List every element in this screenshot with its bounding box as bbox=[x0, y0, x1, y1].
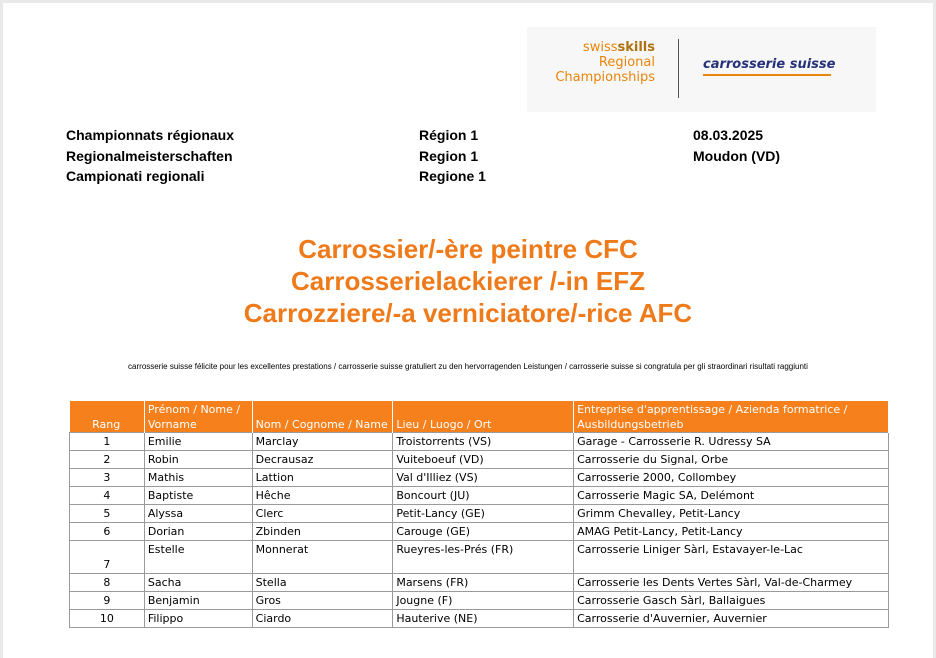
carrosserie-suisse-logo bbox=[703, 57, 835, 72]
cell-company: Carrosserie Liniger Sàrl, Estavayer-le-Lac bbox=[574, 541, 889, 574]
table-row bbox=[70, 451, 889, 469]
title-fr: Carrossier/-ère peintre CFC bbox=[298, 234, 638, 264]
swissskills-championships: Championships bbox=[555, 70, 655, 85]
cell-rank: 5 bbox=[70, 505, 145, 523]
cell-company: Carrosserie Gasch Sàrl, Ballaigues bbox=[574, 592, 889, 610]
table-row bbox=[70, 541, 889, 574]
header-event-names bbox=[66, 125, 234, 187]
table-row bbox=[70, 610, 889, 628]
results-table bbox=[69, 401, 889, 628]
swissskills-logo bbox=[555, 40, 655, 85]
congratulations-note: carrosserie suisse félicite pour les excellentes prestations / carrosserie suisse gratuliert zu den hervorragenden Leistungen / carrosserie suisse si congratula per gli straordinari risultati raggiunti bbox=[128, 362, 808, 371]
header-date-place bbox=[693, 125, 780, 166]
region-fr: Région 1 bbox=[419, 127, 479, 143]
cell-rank: 1 bbox=[70, 433, 145, 451]
cell-last-name: Lattion bbox=[252, 469, 393, 487]
cell-rank: 2 bbox=[70, 451, 145, 469]
region-it: Regione 1 bbox=[419, 168, 486, 184]
cell-rank: 7 bbox=[70, 541, 145, 574]
cell-company: Carrosserie les Dents Vertes Sàrl, Val-de-Charmey bbox=[574, 574, 889, 592]
event-location: Moudon (VD) bbox=[693, 147, 781, 164]
cell-company: Garage - Carrosserie R. Udressy SA bbox=[574, 433, 889, 451]
table-row bbox=[70, 469, 889, 487]
table-row bbox=[70, 505, 889, 523]
cell-company: Carrosserie Magic SA, Delémont bbox=[574, 487, 889, 505]
table-row bbox=[70, 592, 889, 610]
cell-first-name: Emilie bbox=[144, 433, 252, 451]
cell-place: Rueyres-les-Prés (FR) bbox=[393, 541, 574, 574]
cell-first-name: Filippo bbox=[144, 610, 252, 628]
event-name-de: Regionalmeisterschaften bbox=[66, 147, 233, 164]
cell-place: Hauterive (NE) bbox=[393, 610, 574, 628]
cell-last-name: Zbinden bbox=[252, 523, 393, 541]
table-row bbox=[70, 574, 889, 592]
cell-last-name: Monnerat bbox=[252, 541, 393, 574]
table-row bbox=[70, 523, 889, 541]
table-row bbox=[70, 433, 889, 451]
cell-first-name: Alyssa bbox=[144, 505, 252, 523]
col-header-last-name: Nom / Cognome / Name bbox=[252, 401, 393, 433]
cell-place: Boncourt (JU) bbox=[393, 487, 574, 505]
cell-first-name: Sacha bbox=[144, 574, 252, 592]
event-name-fr: Championnats régionaux bbox=[66, 127, 235, 143]
cell-last-name: Hêche bbox=[252, 487, 393, 505]
event-date: 08.03.2025 bbox=[693, 127, 764, 143]
header-region bbox=[419, 125, 486, 187]
cell-first-name: Mathis bbox=[144, 469, 252, 487]
carrosserie-underline bbox=[703, 74, 831, 76]
cell-first-name: Baptiste bbox=[144, 487, 252, 505]
cell-last-name: Gros bbox=[252, 592, 393, 610]
logo-divider bbox=[678, 39, 679, 98]
cell-first-name: Estelle bbox=[144, 541, 252, 574]
cell-place: Troistorrents (VS) bbox=[393, 433, 574, 451]
cell-company: Carrosserie d'Auvernier, Auvernier bbox=[574, 610, 889, 628]
cell-last-name: Marclay bbox=[252, 433, 393, 451]
cell-rank: 4 bbox=[70, 487, 145, 505]
cell-place: Jougne (F) bbox=[393, 592, 574, 610]
cell-rank: 6 bbox=[70, 523, 145, 541]
page-title bbox=[0, 233, 936, 329]
region-de: Region 1 bbox=[419, 147, 479, 164]
cell-last-name: Ciardo bbox=[252, 610, 393, 628]
col-header-rank: Rang bbox=[70, 401, 145, 433]
col-header-first-name: Prénom / Nome / Vorname bbox=[144, 401, 252, 433]
swissskills-bold: skills bbox=[617, 40, 655, 55]
cell-place: Marsens (FR) bbox=[393, 574, 574, 592]
cell-rank: 10 bbox=[70, 610, 145, 628]
cell-first-name: Benjamin bbox=[144, 592, 252, 610]
event-name-it: Campionati regionali bbox=[66, 168, 205, 184]
cell-rank: 9 bbox=[70, 592, 145, 610]
table-row bbox=[70, 487, 889, 505]
carrosserie-suisse-text: carrosserie suisse bbox=[703, 57, 836, 72]
cell-rank: 3 bbox=[70, 469, 145, 487]
cell-company: AMAG Petit-Lancy, Petit-Lancy bbox=[574, 523, 889, 541]
title-it: Carrozziere/-a verniciatore/-rice AFC bbox=[243, 298, 693, 328]
cell-company: Carrosserie 2000, Collombey bbox=[574, 469, 889, 487]
cell-place: Carouge (GE) bbox=[393, 523, 574, 541]
swissskills-regional: Regional bbox=[598, 55, 655, 70]
cell-last-name: Clerc bbox=[252, 505, 393, 523]
cell-first-name: Dorian bbox=[144, 523, 252, 541]
logo-banner bbox=[527, 27, 876, 112]
cell-rank: 8 bbox=[70, 574, 145, 592]
swissskills-prefix: swiss bbox=[582, 40, 618, 55]
col-header-company: Entreprise d'apprentissage / Azienda formatrice / Ausbildungsbetrieb bbox=[574, 401, 889, 433]
cell-place: Petit-Lancy (GE) bbox=[393, 505, 574, 523]
table-header-row bbox=[70, 401, 889, 433]
title-de: Carrosserielackierer /-in EFZ bbox=[290, 266, 646, 296]
cell-last-name: Decrausaz bbox=[252, 451, 393, 469]
cell-company: Grimm Chevalley, Petit-Lancy bbox=[574, 505, 889, 523]
cell-place: Val d'Illiez (VS) bbox=[393, 469, 574, 487]
cell-last-name: Stella bbox=[252, 574, 393, 592]
cell-first-name: Robin bbox=[144, 451, 252, 469]
cell-place: Vuiteboeuf (VD) bbox=[393, 451, 574, 469]
col-header-place: Lieu / Luogo / Ort bbox=[393, 401, 574, 433]
cell-company: Carrosserie du Signal, Orbe bbox=[574, 451, 889, 469]
